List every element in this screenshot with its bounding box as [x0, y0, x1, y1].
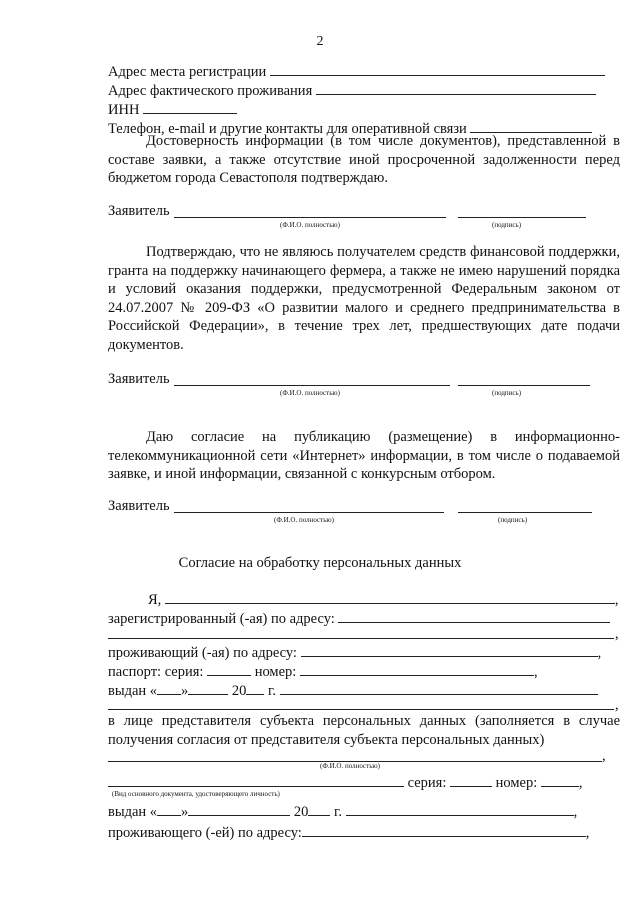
paragraph-publication-consent: Даю согласие на публикацию (размещение) в информационно-телекоммуникационной сети «Интернет» информации, в том числе о подаваемой заявке, и иной информации, связанной с конкурсным отбором.	[108, 429, 620, 482]
issued-year-field-2[interactable]	[308, 801, 330, 816]
living-row-2	[108, 822, 589, 842]
comma: ,	[597, 645, 602, 661]
comma: ,	[585, 825, 590, 841]
inn-label: ИНН	[108, 102, 140, 118]
issued-row-2	[108, 801, 577, 821]
passport-series-label: паспорт: серия:	[108, 664, 204, 680]
year-suffix: г.	[268, 683, 276, 699]
applicant-signature-field[interactable]	[458, 385, 590, 386]
consent-i-label: Я,	[148, 592, 162, 608]
issued-day-field-2[interactable]	[157, 801, 181, 816]
passport-series-field[interactable]	[207, 661, 251, 676]
issued-row	[108, 680, 598, 700]
actual-address-row	[108, 80, 596, 100]
representative-paragraph: в лице представителя субъекта персональных данных (заполняется в случае получения согласия от представителя субъекта персональных данных)	[108, 713, 620, 748]
applicant-name-field[interactable]	[174, 385, 450, 386]
signature-label: Заявитель	[108, 203, 170, 219]
living-address-field-2[interactable]	[302, 822, 586, 837]
applicant-name-field[interactable]	[174, 512, 444, 513]
reg-address-row	[108, 61, 605, 81]
passport-number-field[interactable]	[300, 661, 534, 676]
name-caption: (Ф.И.О. полностью)	[280, 389, 340, 397]
name-caption: (Ф.И.О. полностью)	[280, 221, 340, 229]
registered-address-field[interactable]	[338, 608, 610, 623]
name-caption: (Ф.И.О. полностью)	[274, 516, 334, 524]
signature-label: Заявитель	[108, 371, 170, 387]
living-label: проживающий (-ая) по адресу:	[108, 645, 297, 661]
issued-prefix: выдан «	[108, 804, 158, 820]
document-type-field[interactable]	[108, 772, 404, 787]
actual-address-label: Адрес фактического проживания	[108, 83, 313, 99]
comma: ,	[602, 748, 606, 764]
issued-by-field-2[interactable]	[346, 801, 574, 816]
contacts-field[interactable]	[470, 118, 592, 133]
comma: ,	[573, 804, 578, 820]
issued-day-field[interactable]	[157, 680, 181, 695]
signature-row-1	[108, 203, 618, 233]
series-label: серия:	[407, 775, 447, 791]
issued-year-field[interactable]	[246, 680, 264, 695]
sign-caption: (подпись)	[492, 389, 522, 397]
consent-i-row	[148, 589, 619, 609]
consent-fio-field[interactable]	[165, 589, 615, 604]
passport-row	[108, 661, 538, 681]
signature-row-3	[108, 498, 618, 528]
signature-row-2	[108, 371, 618, 401]
issued-month-field[interactable]	[188, 680, 228, 695]
issued-by-field[interactable]	[280, 680, 598, 695]
paragraph-accuracy: Достоверность информации (в том числе документов), представленной в составе заявки, а также отсутствие иной просроченной задолженности перед бюджетом города Севастополя подтверждаю.	[108, 133, 620, 186]
document-caption: (Вид основного документа, удостоверяющего личность)	[112, 790, 280, 798]
sign-caption: (подпись)	[492, 221, 522, 229]
fio-caption: (Ф.И.О. полностью)	[320, 762, 380, 770]
page-number: 2	[316, 34, 324, 49]
inn-row	[108, 99, 237, 119]
contacts-label: Телефон, e-mail и другие контакты для оперативной связи	[108, 121, 467, 137]
comma: ,	[533, 664, 538, 680]
sign-caption: (подпись)	[498, 516, 528, 524]
comma: ,	[614, 592, 619, 608]
reg-address-label: Адрес места регистрации	[108, 64, 267, 80]
issued-prefix: выдан «	[108, 683, 158, 699]
signature-label: Заявитель	[108, 498, 170, 514]
issued-mid: »	[181, 804, 189, 820]
issued-by-line-2[interactable]	[108, 709, 614, 710]
comma: ,	[578, 775, 583, 791]
number-label: номер:	[495, 775, 538, 791]
comma: ,	[615, 697, 619, 713]
applicant-signature-field[interactable]	[458, 512, 592, 513]
paragraph-confirmation: Подтверждаю, что не являюсь получателем средств финансовой поддержки, гранта на поддержку начинающего фермера, а также не имею нарушений порядка и условий оказания поддержки, предусмотренной Федеральным законом от 24.07.2007 № 209-ФЗ «О развитии малого и среднего предпринимательства в Российской Федерации», в течение трех лет, предшествующих дате подачи документов.	[108, 244, 620, 353]
actual-address-field[interactable]	[316, 80, 596, 95]
year-prefix: 20	[231, 683, 247, 699]
applicant-name-field[interactable]	[174, 217, 446, 218]
living2-label: проживающего (-ей) по адресу:	[108, 825, 302, 841]
document-row	[108, 772, 583, 792]
registered-row	[108, 608, 610, 628]
registered-label: зарегистрированный (-ая) по адресу:	[108, 611, 335, 627]
inn-field[interactable]	[143, 99, 237, 114]
registered-address-line-2[interactable]	[108, 638, 614, 639]
living-address-field[interactable]	[301, 642, 598, 657]
issued-month-field-2[interactable]	[188, 801, 290, 816]
year-suffix: г.	[334, 804, 342, 820]
passport-number-label: номер:	[254, 664, 297, 680]
applicant-signature-field[interactable]	[458, 217, 586, 218]
issued-mid: »	[181, 683, 189, 699]
document-series-field[interactable]	[450, 772, 492, 787]
living-row	[108, 642, 601, 662]
year-prefix: 20	[293, 804, 309, 820]
consent-title: Согласие на обработку персональных данных	[178, 555, 462, 571]
document-number-field[interactable]	[541, 772, 579, 787]
reg-address-field[interactable]	[270, 61, 605, 76]
comma: ,	[615, 626, 619, 642]
